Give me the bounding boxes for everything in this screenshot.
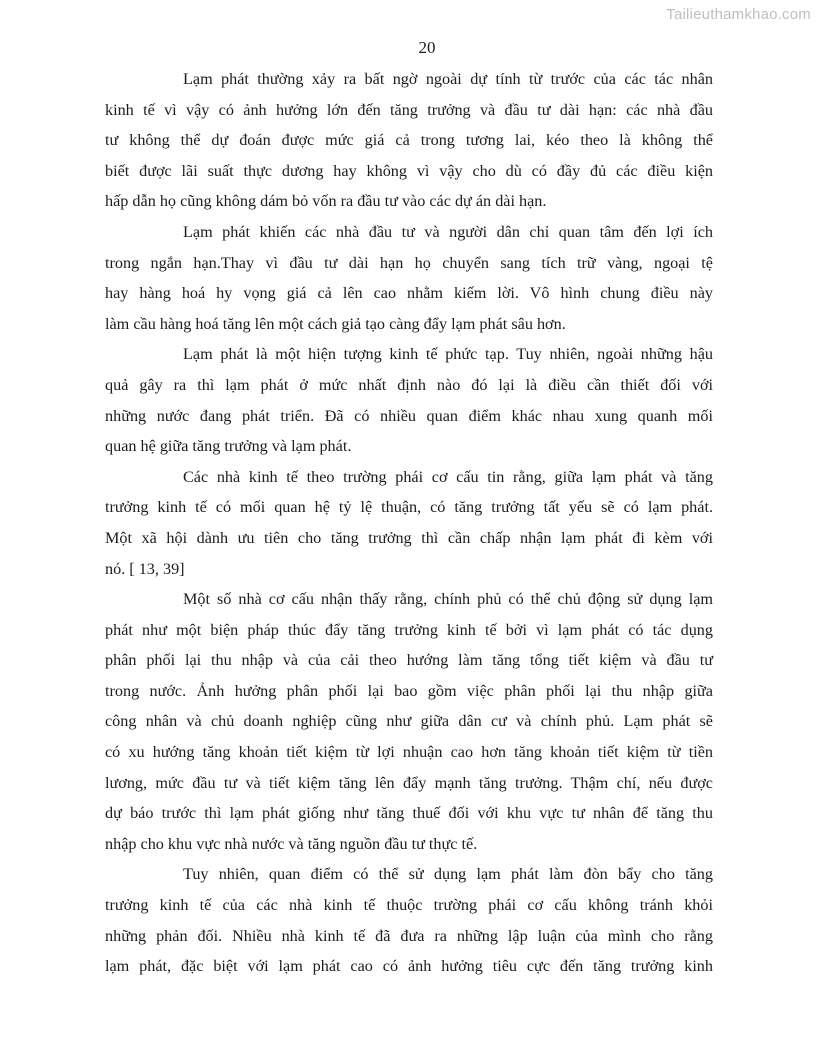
paragraph [105, 462, 713, 584]
text-line: quả gây ra thì lạm phát ở mức nhất định nào đó lại là điều cần thiết đối với [105, 375, 713, 394]
paragraph [105, 217, 713, 339]
text-line: trong nước. Ảnh hưởng phân phối lại bao gồm việc phân phối lại thu nhập giữa [105, 681, 713, 700]
text-line: nhập cho khu vực nhà nước và tăng nguồn đầu tư thực tế. [105, 834, 478, 853]
text-line: hấp dẫn họ cũng không dám bỏ vốn ra đầu tư vào các dự án dài hạn. [105, 192, 547, 211]
text-line: có xu hướng tăng khoản tiết kiệm từ lợi nhuận cao hơn tăng khoản tiết kiệm từ tiền [105, 743, 713, 762]
paragraph [105, 859, 713, 981]
text-line: những phản đối. Nhiều nhà kinh tế đã đưa ra những lập luận của mình cho rằng [105, 926, 713, 945]
text-line: Lạm phát là một hiện tượng kinh tế phức tạp. Tuy nhiên, ngoài những hậu [183, 345, 713, 364]
text-line: lương, mức đầu tư và tiết kiệm tăng lên đẩy mạnh tăng trưởng. Thậm chí, nếu được [105, 773, 713, 792]
text-line: Các nhà kinh tế theo trường phái cơ cấu tin rằng, giữa lạm phát và tăng [183, 467, 713, 486]
text-line: trưởng kinh tế có mối quan hệ tỷ lệ thuận, có tăng trưởng tất yếu sẽ có lạm phát. [105, 498, 713, 517]
text-line: Một xã hội dành ưu tiên cho tăng trưởng thì cần chấp nhận lạm phát đi kèm với [105, 528, 713, 547]
paragraph [105, 584, 713, 859]
text-line: Lạm phát khiến các nhà đầu tư và người dân chỉ quan tâm đến lợi ích [183, 222, 713, 241]
text-line: công nhân và chủ doanh nghiệp cũng như giữa dân cư và chính phủ. Lạm phát sẽ [105, 712, 713, 731]
text-line: biết được lãi suất thực dương hay không vì vậy cho dù có đầy đủ các điều kiện [105, 161, 713, 180]
text-line: những nước đang phát triển. Đã có nhiều quan điểm khác nhau xung quanh mối [105, 406, 713, 425]
text-line: trưởng kinh tế của các nhà kinh tế thuộc trường phái cơ cấu không tránh khỏi [105, 896, 713, 915]
paragraph [105, 339, 713, 461]
text-line: Tuy nhiên, quan điểm có thể sử dụng lạm phát làm đòn bẩy cho tăng [183, 865, 713, 884]
text-line: phát như một biện pháp thúc đẩy tăng trưởng kinh tế bởi vì lạm phát có tác dụng [105, 620, 713, 639]
text-line: Lạm phát thường xảy ra bất ngờ ngoài dự tính từ trước của các tác nhân [183, 70, 713, 88]
text-line: trong ngắn hạn.Thay vì đầu tư dài hạn họ chuyển sang tích trữ vàng, ngoại tệ [105, 253, 713, 272]
page-number: 20 [418, 38, 436, 57]
text-line: Một số nhà cơ cấu nhận thấy rằng, chính phủ có thể chủ động sử dụng lạm [183, 590, 713, 609]
text-line: kinh tế vì vậy có ảnh hưởng lớn đến tăng trưởng và đầu tư dài hạn: các nhà đầu [105, 100, 713, 119]
text-line: tư không thể dự đoán được mức giá cả trong tương lai, kéo theo là không thể [105, 131, 713, 150]
text-line: phân phối lại thu nhập và của cải theo hướng làm tăng tổng tiết kiệm và đầu tư [105, 651, 713, 670]
text-line: hay hàng hoá hy vọng giá cả lên cao nhằm kiếm lời. Vô hình chung điều này [105, 284, 713, 303]
text-line: lạm phát, đặc biệt với lạm phát cao có ảnh hưởng tiêu cực đến tăng trưởng kinh [105, 957, 713, 976]
text-line: dự báo trước thì lạm phát giống như tăng thuế đối với khu vực tư nhân để tăng thu [105, 804, 713, 823]
watermark: Tailieuthamkhao.com [666, 6, 811, 23]
text-line: làm cầu hàng hoá tăng lên một cách giả tạo càng đẩy lạm phát sâu hơn. [105, 314, 566, 333]
paragraph [105, 64, 713, 217]
document-body [105, 64, 713, 982]
text-line: quan hệ giữa tăng trưởng và lạm phát. [105, 437, 352, 456]
text-line: nó. [ 13, 39] [105, 559, 185, 578]
